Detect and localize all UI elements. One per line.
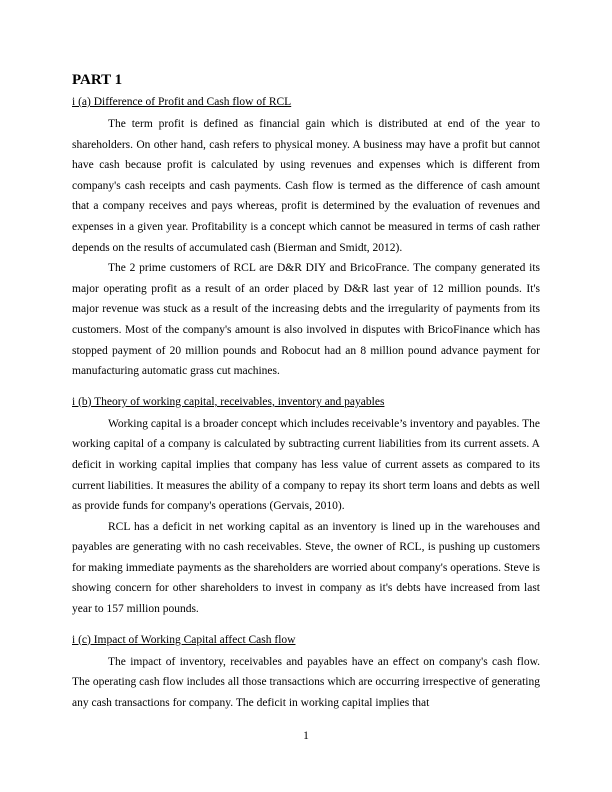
section-heading: i (b) Theory of working capital, receivables, inventory and payables <box>72 395 385 408</box>
page-number: 1 <box>303 730 309 742</box>
paragraph: The 2 prime customers of RCL are D&R DIY and BricoFrance. The company generated its major operating profit as a result of an order placed by D&R last year of 12 million pounds. It's major revenue was stuck as a result of the increasing debts and the irregularity of payments from its customers. Most of the company's amount is also involved in disputes with BricoFinance which has stopped payment of 20 million pounds and Robocut had an 8 million pound advance payment for manufacturing automatic grass cut machines. <box>72 262 540 378</box>
section-heading: i (c) Impact of Working Capital affect Cash flow <box>72 633 296 646</box>
paragraph: The term profit is defined as financial gain which is distributed at end of the year to shareholders. On other hand, cash refers to physical money. A business may have a profit but cannot have cash because profit is calculated by using revenues and expenses which is different from company's cash receipts and cash payments. Cash flow is termed as the difference of cash amount that a company receives and pays whereas, profit is determined by the evaluation of revenues and expenses in a given year. Profitability is a concept which cannot be measured in terms of cash rather depends on the results of accumulated cash (Bierman and Smidt, 2012). <box>72 118 540 254</box>
page-content <box>72 70 540 713</box>
part-title: PART 1 <box>72 72 123 88</box>
section-c <box>72 632 540 714</box>
paragraph: RCL has a deficit in net working capital as an inventory is lined up in the warehouses and payables are generating with no cash receivables. Steve, the owner of RCL, is pushing up customers for making immediate payments as the shareholders are worried about company's operations. Steve is showing concern for other shareholders to invest in company as it's debts have increased from last year to 157 million pounds. <box>72 520 540 616</box>
paragraph: The impact of inventory, receivables and payables have an effect on company's cash flow. The operating cash flow includes all those transactions which are occurring irrespective of generating any cash transactions for company. The deficit in working capital implies that <box>72 655 540 709</box>
section-heading: i (a) Difference of Profit and Cash flow of RCL <box>72 96 292 108</box>
paragraph: Working capital is a broader concept which includes receivable’s inventory and payables. The working capital of a company is calculated by subtracting current liabilities from its current assets. A deficit in working capital implies that company has less value of current assets as compared to its current liabilities. It measures the ability of a company to repay its short term loans and debts as well as provide funds for company's operations (Gervais, 2010). <box>72 417 540 513</box>
section-a <box>72 94 540 382</box>
section-b <box>72 394 540 620</box>
